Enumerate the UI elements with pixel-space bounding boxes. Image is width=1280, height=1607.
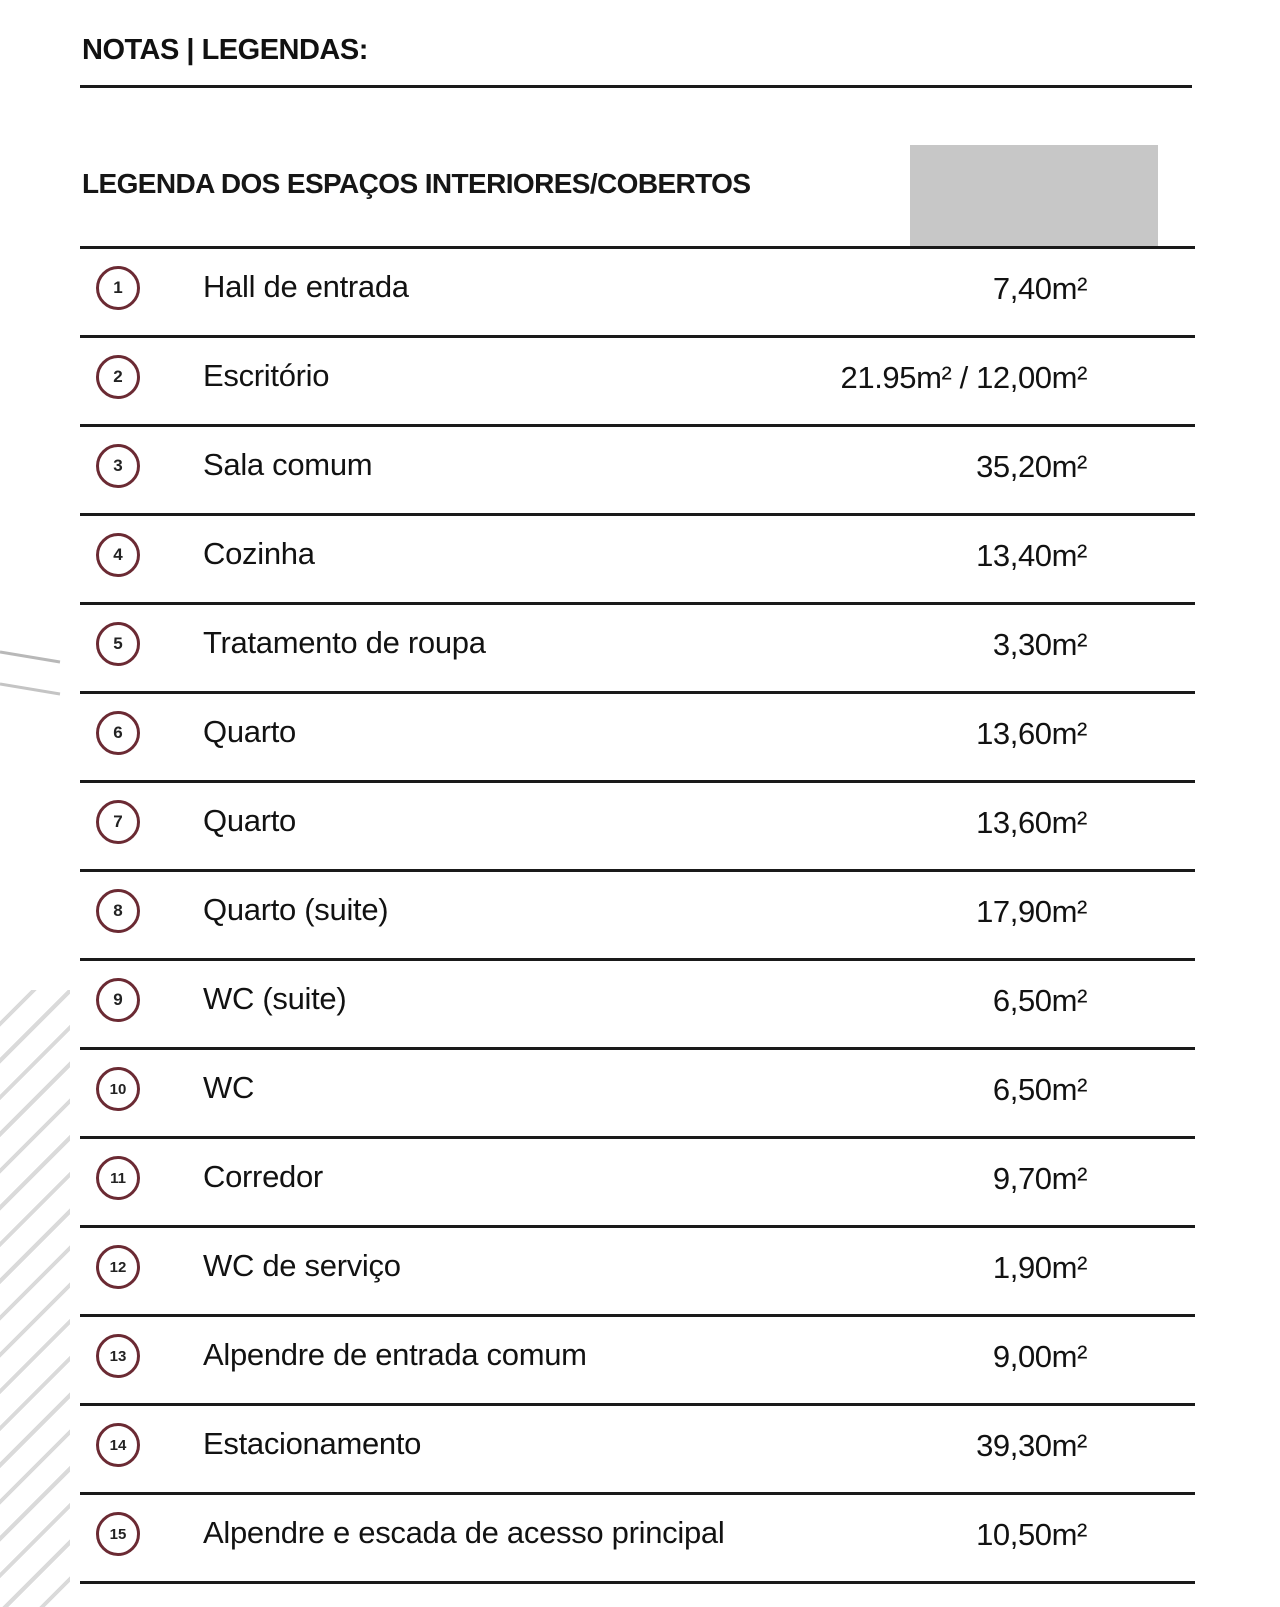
- room-number-badge: 2: [96, 355, 140, 399]
- room-area: 13,40m²: [976, 538, 1087, 573]
- room-area: 17,90m²: [976, 894, 1087, 929]
- legend-row: [80, 783, 1195, 872]
- drawing-hatch-marks: [0, 990, 70, 1607]
- room-number-badge: 8: [96, 889, 140, 933]
- legend-table: [80, 246, 1195, 1584]
- room-name: Quarto: [203, 714, 296, 749]
- room-number-badge: 3: [96, 444, 140, 488]
- room-number-badge: 15: [96, 1512, 140, 1556]
- legend-row: [80, 872, 1195, 961]
- room-area: 35,20m²: [976, 449, 1087, 484]
- drawing-line-marks: [0, 640, 70, 710]
- room-number-badge: 1: [96, 266, 140, 310]
- room-area: 9,70m²: [992, 1161, 1087, 1196]
- legend-row: [80, 1050, 1195, 1139]
- room-number-badge: 6: [96, 711, 140, 755]
- room-name: Quarto (suite): [203, 892, 389, 927]
- legend-row: [80, 694, 1195, 783]
- room-name: Sala comum: [203, 447, 373, 482]
- room-area: 7,40m²: [992, 271, 1087, 306]
- legend-row: [80, 1139, 1195, 1228]
- room-name: Alpendre e escada de acesso principal: [203, 1515, 725, 1550]
- room-number-badge: 11: [96, 1156, 140, 1200]
- room-area: 9,00m²: [992, 1339, 1087, 1374]
- legend-row: [80, 427, 1195, 516]
- legend-row: [80, 1317, 1195, 1406]
- legend-rows: [80, 249, 1195, 1584]
- room-area: 3,30m²: [992, 627, 1087, 662]
- room-number-badge: 12: [96, 1245, 140, 1289]
- room-number-badge: 4: [96, 533, 140, 577]
- room-name: Hall de entrada: [203, 269, 409, 304]
- legend-title: LEGENDA DOS ESPAÇOS INTERIORES/COBERTOS: [82, 168, 751, 199]
- room-name: Cozinha: [203, 536, 315, 571]
- room-area: 10,50m²: [976, 1517, 1087, 1552]
- room-name: WC de serviço: [203, 1248, 401, 1283]
- room-name: Escritório: [203, 358, 330, 393]
- room-area: 6,50m²: [992, 983, 1087, 1018]
- room-area: 13,60m²: [976, 805, 1087, 840]
- legend-row: [80, 1228, 1195, 1317]
- notes-header: NOTAS | LEGENDAS:: [82, 34, 368, 66]
- room-area: 6,50m²: [992, 1072, 1087, 1107]
- room-name: Tratamento de roupa: [203, 625, 486, 660]
- room-name: Alpendre de entrada comum: [203, 1337, 587, 1372]
- legend-row: [80, 338, 1195, 427]
- legend-row: [80, 249, 1195, 338]
- room-number-badge: 13: [96, 1334, 140, 1378]
- room-number-badge: 5: [96, 622, 140, 666]
- legend-row: [80, 1406, 1195, 1495]
- grey-swatch: [910, 145, 1158, 248]
- room-number-badge: 14: [96, 1423, 140, 1467]
- room-number-badge: 10: [96, 1067, 140, 1111]
- legend-row: [80, 1495, 1195, 1584]
- room-area: 1,90m²: [992, 1250, 1087, 1285]
- room-name: WC: [203, 1070, 255, 1105]
- legend-row: [80, 516, 1195, 605]
- header-divider: [80, 85, 1192, 88]
- room-number-badge: 9: [96, 978, 140, 1022]
- room-name: Quarto: [203, 803, 296, 838]
- room-area: 21.95m² / 12,00m²: [840, 360, 1087, 395]
- legend-row: [80, 961, 1195, 1050]
- room-area: 39,30m²: [976, 1428, 1087, 1463]
- room-name: WC (suite): [203, 981, 347, 1016]
- room-name: Corredor: [203, 1159, 323, 1194]
- room-name: Estacionamento: [203, 1426, 422, 1461]
- room-number-badge: 7: [96, 800, 140, 844]
- legend-row: [80, 605, 1195, 694]
- room-area: 13,60m²: [976, 716, 1087, 751]
